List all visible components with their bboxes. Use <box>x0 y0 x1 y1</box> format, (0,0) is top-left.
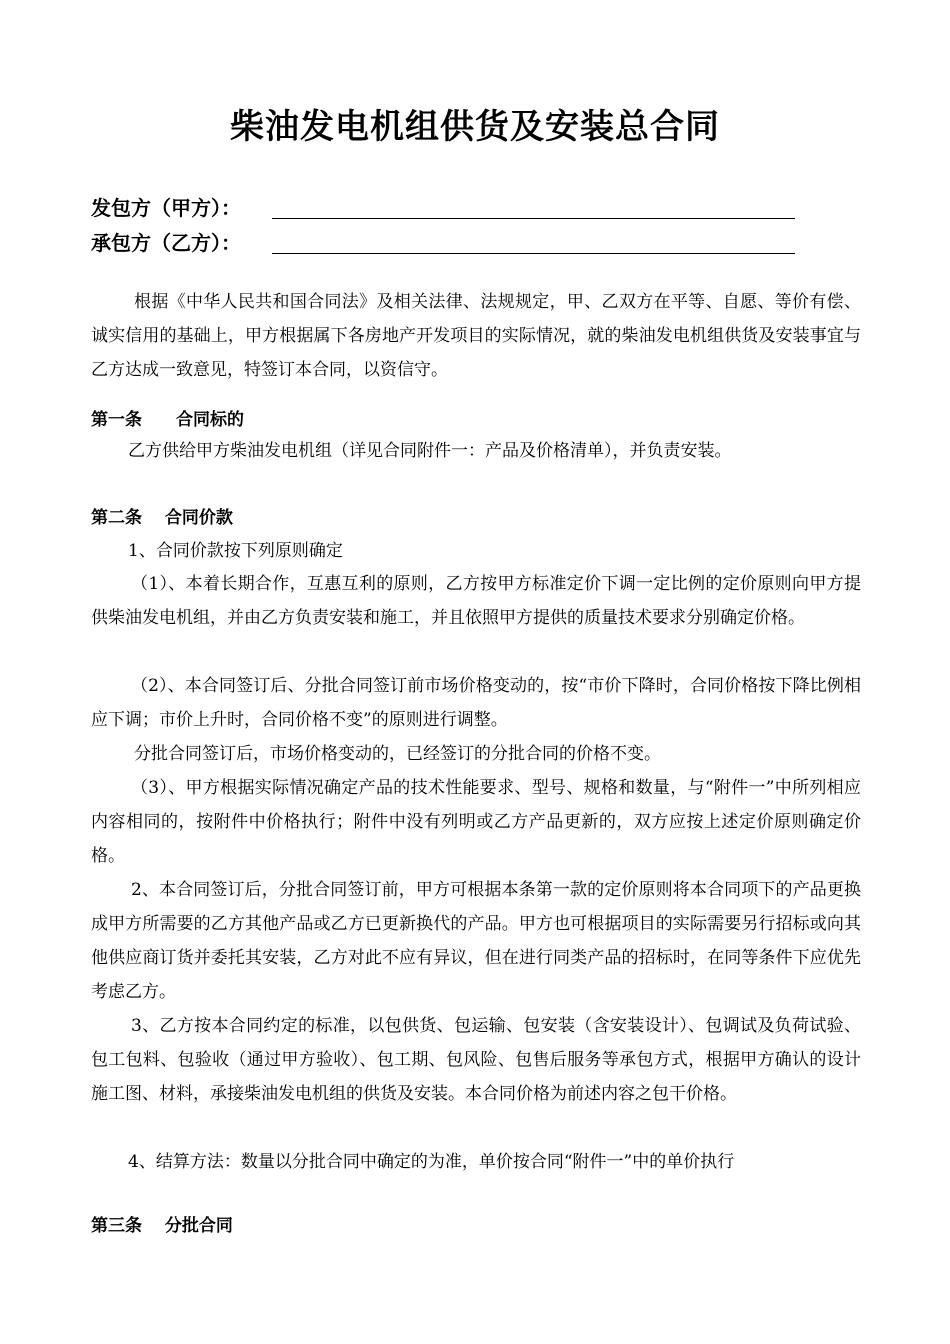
article-2-item-1: 1、合同价款按下列原则确定 <box>128 541 343 561</box>
article-2-sub-2-note: 分批合同签订后，市场价格变动的，已经签订的分批合同的价格不变。 <box>134 744 661 764</box>
party-b-label: 承包方（乙方）： <box>91 231 241 255</box>
article-1-heading: 第一条 合同标的 <box>91 410 244 430</box>
article-3-heading: 第三条 分批合同 <box>91 1216 233 1236</box>
preamble-paragraph: 根据《中华人民共和国合同法》及相关法律、法规规定，甲、乙双方在平等、自愿、等价有偿、诚实信用的基础上，甲方根据属下各房地产开发项目的实际情况，就的柴油发电机组供货及安装事宜与乙方达成一致意见，特签订本合同，以资信守。 <box>91 292 861 380</box>
party-a-blank-line <box>272 218 795 219</box>
party-b-row <box>91 229 241 257</box>
article-2-sub-1: （1）、本着长期合作，互惠互利的原则，乙方按甲方标准定价下调一定比例的定价原则向甲方提供柴油发电机组，并由乙方负责安装和施工，并且依照甲方提供的质量技术要求分别确定价格。 <box>91 574 861 628</box>
party-a-label: 发包方（甲方）： <box>91 196 241 220</box>
article-2-item-4: 4、结算方法：数量以分批合同中确定的为准，单价按合同“附件一”中的单价执行 <box>128 1152 735 1172</box>
party-a-row <box>91 194 241 222</box>
article-1-body: 乙方供给甲方柴油发电机组（详见合同附件一：产品及价格清单），并负责安装。 <box>128 441 732 461</box>
article-2-item-2: 2、本合同签订后，分批合同签订前，甲方可根据本条第一款的定价原则将本合同项下的产品更换成甲方所需要的乙方其他产品或乙方已更新换代的产品。甲方也可根据项目的实际需要另行招标或向其他供应商订货并委托其安装，乙方对此不应有异议，但在进行同类产品的招标时，在同等条件下应优先考虑乙方。 <box>91 880 861 1002</box>
article-2-sub-3: （3）、甲方根据实际情况确定产品的技术性能要求、型号、规格和数量，与“附件一”中所列相应内容相同的，按附件中价格执行；附件中没有列明或乙方产品更新的，双方应按上述定价原则确定价格。 <box>91 778 861 866</box>
article-2-heading: 第二条 合同价款 <box>91 508 233 528</box>
article-2-item-3: 3、乙方按本合同约定的标准，以包供货、包运输、包安装（含安装设计）、包调试及负荷试验、包工包料、包验收（通过甲方验收）、包工期、包风险、包售后服务等承包方式，根据甲方确认的设计施工图、材料，承接柴油发电机组的供货及安装。本合同价格为前述内容之包干价格。 <box>91 1016 861 1104</box>
party-b-blank-line <box>272 253 795 254</box>
document-title: 柴油发电机组供货及安装总合同 <box>230 107 720 147</box>
article-2-sub-2: （2）、本合同签订后、分批合同签订前市场价格变动的，按“市价下降时，合同价格按下降比例相应下调；市价上升时，合同价格不变”的原则进行调整。 <box>91 676 861 730</box>
